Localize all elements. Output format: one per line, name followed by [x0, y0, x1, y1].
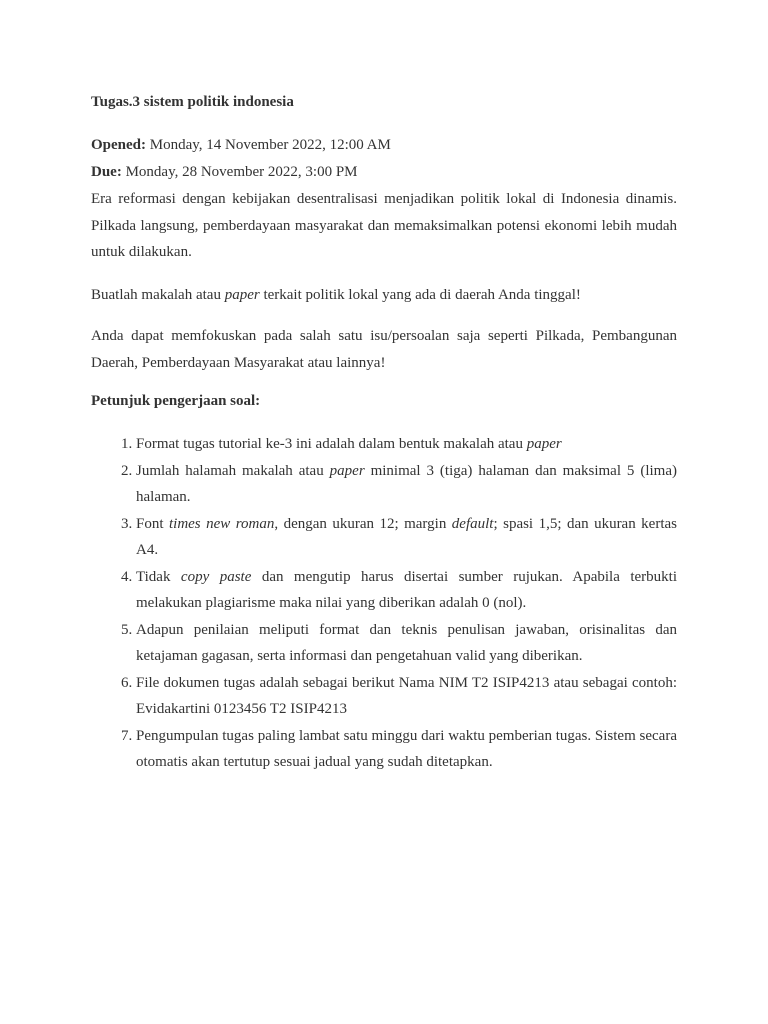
instruction-text: dan mengutip harus disertai sumber rujukan. Apabila terbukti melakukan plagiarisme maka nilai yang diberikan adalah 0 (nol). — [136, 568, 677, 611]
opened-line — [91, 132, 677, 159]
instruction-text: Pengumpulan tugas paling lambat satu minggu dari waktu pemberian tugas. Sistem secara otomatis akan tertutup sesuai jadual yang sudah ditetapkan. — [136, 727, 677, 770]
opened-date: Monday, 14 November 2022, 12:00 AM — [149, 137, 391, 153]
task-paragraph — [91, 282, 677, 309]
instruction-text: minimal 3 (tiga) halaman dan maksimal 5 (lima) halaman. — [136, 462, 678, 505]
due-date: Monday, 28 November 2022, 3:00 PM — [125, 164, 358, 180]
focus-paragraph: Anda dapat memfokuskan pada salah satu isu/persoalan saja seperti Pilkada, Pembangunan Daerah, Pemberdayaan Masyarakat atau lainnya! — [91, 328, 677, 371]
due-line — [91, 159, 677, 186]
instruction-text: Format tugas tutorial ke-3 ini adalah dalam bentuk makalah atau — [136, 436, 527, 452]
task-text-after: terkait politik lokal yang ada di daerah Anda tinggal! — [259, 286, 581, 303]
instruction-item — [136, 458, 677, 511]
instruction-emphasis: copy paste — [180, 568, 252, 585]
document-title: Tugas.3 sistem politik indonesia — [91, 94, 294, 110]
opened-label: Opened: — [91, 137, 147, 153]
instruction-text: Font — [136, 515, 169, 532]
instruction-item — [136, 617, 677, 670]
instruction-text: File dokumen tugas adalah sebagai berikut Nama NIM T2 ISIP4213 atau sebagai contoh: Evidakartini 0123456 T2 ISIP4213 — [136, 674, 677, 717]
instruction-text: , dengan ukuran 12; margin — [274, 515, 452, 532]
instruction-emphasis: times new roman — [168, 515, 275, 532]
instructions-list — [91, 431, 677, 776]
intro-paragraph: Era reformasi dengan kebijakan desentralisasi menjadikan politik lokal di Indonesia dinamis. Pilkada langsung, pemberdayaan masyarakat dan memaksimalkan potensi ekonomi lebih mudah untuk dilakukan. — [91, 191, 677, 260]
instruction-emphasis: paper — [329, 462, 365, 479]
instruction-text: Adapun penilaian meliputi format dan teknis penulisan jawaban, orisinalitas dan ketajaman gagasan, serta informasi dan pengetahuan valid yang diberikan. — [136, 621, 677, 664]
instruction-item — [136, 511, 677, 564]
instruction-item — [136, 431, 677, 458]
instruction-text: ; spasi 1,5; dan ukuran kertas A4. — [136, 515, 677, 558]
instruction-text: Tidak — [136, 568, 181, 585]
instruction-text: Jumlah halamah makalah atau — [136, 462, 330, 479]
instruction-emphasis: default — [451, 515, 494, 532]
instruction-emphasis: paper — [526, 436, 562, 452]
instructions-heading: Petunjuk pengerjaan soal: — [91, 393, 261, 409]
task-text-before: Buatlah makalah atau — [91, 286, 225, 303]
instruction-item — [136, 564, 677, 617]
instruction-item — [136, 723, 677, 776]
task-text-emphasis: paper — [224, 286, 260, 303]
due-label: Due: — [91, 164, 122, 180]
instruction-item — [136, 670, 677, 723]
